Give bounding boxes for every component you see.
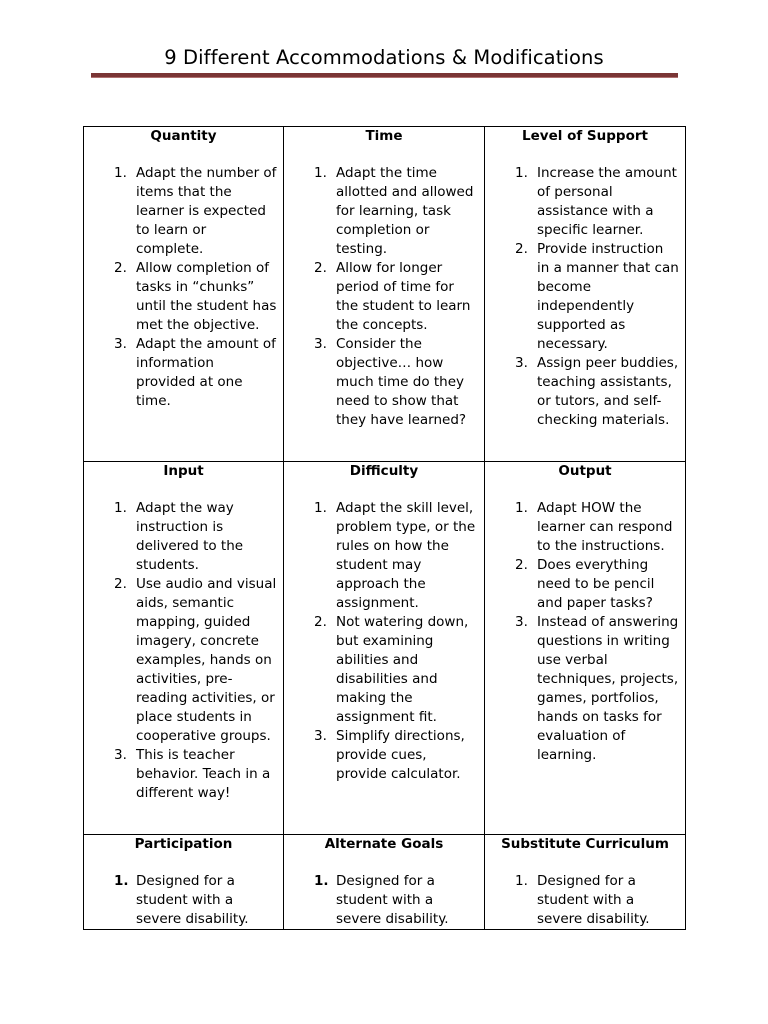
cell-alternate-goals xyxy=(284,835,485,930)
list-item: 2. Does everything need to be pencil and paper tasks? xyxy=(515,557,655,611)
list-item: 2. Allow for longer period of time for the student to learn the concepts. xyxy=(314,260,471,333)
item-list xyxy=(485,164,685,430)
cell-heading: Output xyxy=(558,463,612,479)
list-item: 1. Adapt the number of items that the learner is expected to learn or complete. xyxy=(114,165,277,257)
page-title: 9 Different Accommodations & Modifications xyxy=(164,46,604,69)
title-divider xyxy=(91,73,678,78)
cell-heading: Quantity xyxy=(150,128,217,144)
cell-heading: Input xyxy=(163,463,204,479)
cell-heading: Time xyxy=(365,128,403,144)
cell-time xyxy=(284,127,485,462)
cell-input xyxy=(84,462,284,835)
cell-difficulty xyxy=(284,462,485,835)
table-row xyxy=(84,835,686,930)
list-item: 2. Allow completion of tasks in “chunks” until the student has met the objective. xyxy=(114,260,277,333)
list-item: 3. Simplify directions, provide cues, provide calculator. xyxy=(314,728,465,782)
list-item: 1. Designed for a student with a severe disability. xyxy=(114,873,249,927)
list-item: 2. Provide instruction in a manner that can become independently supported as necessary. xyxy=(515,241,679,352)
cell-level-of-support xyxy=(485,127,686,462)
accommodations-table xyxy=(83,126,686,930)
cell-heading: Participation xyxy=(134,836,233,852)
list-item: 1. Adapt HOW the learner can respond to the instructions. xyxy=(515,500,673,554)
list-item: 1. Designed for a student with a severe disability. xyxy=(314,873,449,927)
list-item: 1. Increase the amount of personal assistance with a specific learner. xyxy=(515,165,677,238)
cell-participation xyxy=(84,835,284,930)
item-list xyxy=(284,872,484,929)
cell-heading: Difficulty xyxy=(349,463,419,479)
item-list xyxy=(284,499,484,784)
table-row xyxy=(84,462,686,835)
cell-quantity xyxy=(84,127,284,462)
cell-heading: Substitute Curriculum xyxy=(501,836,669,852)
item-list xyxy=(284,164,484,430)
item-list xyxy=(485,499,685,765)
table-row xyxy=(84,127,686,462)
item-list xyxy=(84,872,283,929)
list-item: 1. Designed for a student with a severe disability. xyxy=(515,873,650,927)
list-item: 2. Not watering down, but examining abilities and disabilities and making the assignment fit. xyxy=(314,614,469,725)
cell-substitute-curriculum xyxy=(485,835,686,930)
list-item: 3. Assign peer buddies, teaching assistants, or tutors, and self-checking materials. xyxy=(515,355,679,428)
item-list xyxy=(84,499,283,803)
item-list xyxy=(84,164,283,411)
list-item: 2. Use audio and visual aids, semantic mapping, guided imagery, concrete examples, hands on activities, pre-reading activities, or place students in cooperative groups. xyxy=(114,576,277,744)
item-list xyxy=(485,872,685,929)
list-item: 1. Adapt the skill level, problem type, or the rules on how the student may approach the assignment. xyxy=(314,500,476,611)
list-item: 3. Consider the objective… how much time do they need to show that they have learned? xyxy=(314,336,467,428)
list-item: 3. Instead of answering questions in writing use verbal techniques, projects, games, portfolios, hands on tasks for evaluation of learning. xyxy=(515,614,679,763)
list-item: 1. Adapt the time allotted and allowed for learning, task completion or testing. xyxy=(314,165,474,257)
list-item: 3. Adapt the amount of information provided at one time. xyxy=(114,336,276,409)
list-item: 1. Adapt the way instruction is delivered to the students. xyxy=(114,500,244,573)
cell-heading: Alternate Goals xyxy=(324,836,444,852)
cell-heading: Level of Support xyxy=(522,128,648,144)
list-item: 3. This is teacher behavior. Teach in a different way! xyxy=(114,747,271,801)
cell-output xyxy=(485,462,686,835)
